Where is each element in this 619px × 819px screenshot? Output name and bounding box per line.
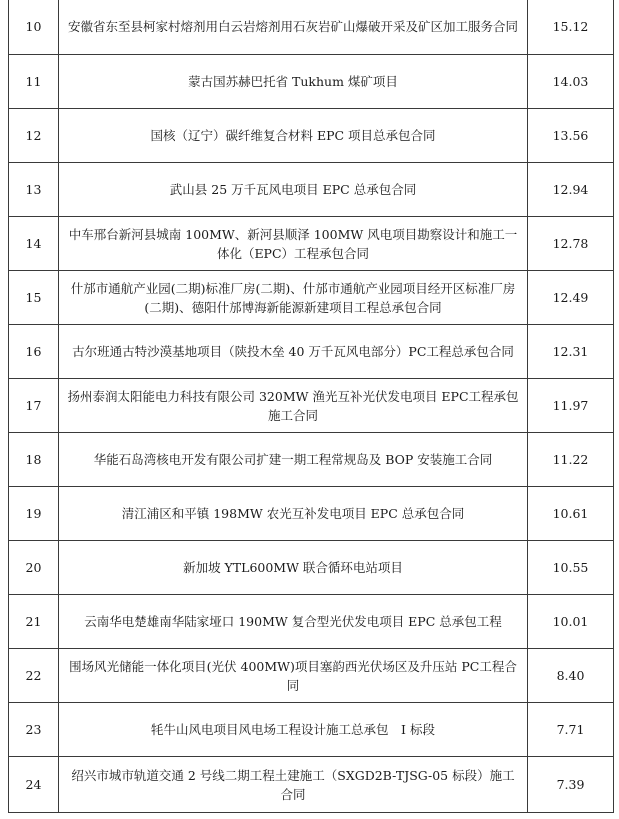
row-number: 16 <box>9 325 59 379</box>
contract-amount: 10.01 <box>528 595 614 649</box>
contract-name: 新加坡 YTL600MW 联合循环电站项目 <box>183 560 403 575</box>
contract-amount: 12.78 <box>528 217 614 271</box>
contract-name: 云南华电楚雄南华陆家垭口 190MW 复合型光伏发电项目 EPC 总承包工程 <box>84 614 502 629</box>
contract-name-cell <box>59 217 528 271</box>
contract-name: 中车邢台新河县城南 100MW、新河县顺泽 100MW 风电项目勘察设计和施工一体化（EPC）工程承包合同 <box>68 226 518 261</box>
contract-name: 什邡市通航产业园(二期)标准厂房(二期)、什邡市通航产业园项目经开区标准厂房(二期)、德阳什邡博海新能源新建项目工程总承包合同 <box>70 280 516 315</box>
contract-name-cell <box>59 109 528 163</box>
contract-name-cell <box>59 325 528 379</box>
contract-name: 安徽省东至县柯家村熔剂用白云岩熔剂用石灰岩矿山爆破开采及矿区加工服务合同 <box>67 19 518 34</box>
row-number: 11 <box>9 55 59 109</box>
contract-name-cell <box>59 433 528 487</box>
table-row <box>9 55 614 109</box>
contract-name-cell <box>59 487 528 541</box>
table-row <box>9 757 614 813</box>
row-number: 14 <box>9 217 59 271</box>
contract-table-body <box>9 0 614 813</box>
contract-amount: 11.22 <box>528 433 614 487</box>
contract-amount: 13.56 <box>528 109 614 163</box>
row-number: 13 <box>9 163 59 217</box>
contract-amount: 14.03 <box>528 55 614 109</box>
table-row <box>9 595 614 649</box>
contract-name-cell <box>59 703 528 757</box>
contract-name: 古尔班通古特沙漠基地项目（陕投木垒 40 万千瓦风电部分）PC工程总承包合同 <box>72 344 514 359</box>
row-number: 22 <box>9 649 59 703</box>
table-row <box>9 325 614 379</box>
row-number: 17 <box>9 379 59 433</box>
row-number: 10 <box>9 0 59 55</box>
contract-name-cell <box>59 541 528 595</box>
contract-name: 绍兴市城市轨道交通 2 号线二期工程土建施工（SXGD2B-TJSG-05 标段）施工合同 <box>71 767 515 802</box>
table-row <box>9 433 614 487</box>
row-number: 23 <box>9 703 59 757</box>
contract-amount: 10.61 <box>528 487 614 541</box>
contract-name-cell <box>59 0 528 55</box>
contract-name-cell <box>59 757 528 813</box>
row-number: 20 <box>9 541 59 595</box>
contract-amount: 12.94 <box>528 163 614 217</box>
contract-amount: 10.55 <box>528 541 614 595</box>
table-row <box>9 379 614 433</box>
contract-name-cell <box>59 163 528 217</box>
contract-name-cell <box>59 649 528 703</box>
table-row <box>9 0 614 55</box>
contract-name: 清江浦区和平镇 198MW 农光互补发电项目 EPC 总承包合同 <box>121 506 465 521</box>
contract-amount: 7.71 <box>528 703 614 757</box>
contract-name-cell <box>59 379 528 433</box>
contract-amount: 15.12 <box>528 0 614 55</box>
table-row <box>9 703 614 757</box>
row-number: 19 <box>9 487 59 541</box>
row-number: 24 <box>9 757 59 813</box>
row-number: 21 <box>9 595 59 649</box>
table-row <box>9 487 614 541</box>
contract-amount: 7.39 <box>528 757 614 813</box>
contract-name-cell <box>59 55 528 109</box>
contract-table <box>8 0 614 813</box>
table-row <box>9 217 614 271</box>
table-row <box>9 541 614 595</box>
contract-name: 武山县 25 万千瓦风电项目 EPC 总承包合同 <box>169 182 417 197</box>
contract-name: 牦牛山风电项目风电场工程设计施工总承包 I 标段 <box>151 722 435 737</box>
contract-name: 围场风光储能一体化项目(光伏 400MW)项目塞韵西光伏场区及升压站 PC工程合同 <box>69 658 517 693</box>
table-row <box>9 649 614 703</box>
row-number: 18 <box>9 433 59 487</box>
table-row <box>9 109 614 163</box>
table-row <box>9 163 614 217</box>
contract-amount: 12.31 <box>528 325 614 379</box>
contract-name-cell <box>59 595 528 649</box>
contract-name: 华能石岛湾核电开发有限公司扩建一期工程常规岛及 BOP 安装施工合同 <box>93 452 493 467</box>
contract-amount: 11.97 <box>528 379 614 433</box>
contract-name: 扬州泰润太阳能电力科技有限公司 320MW 渔光互补光伏发电项目 EPC工程承包施工合同 <box>67 388 519 423</box>
row-number: 12 <box>9 109 59 163</box>
contract-amount: 12.49 <box>528 271 614 325</box>
table-row <box>9 271 614 325</box>
contract-name: 蒙古国苏赫巴托省 Tukhum 煤矿项目 <box>188 74 398 89</box>
contract-amount: 8.40 <box>528 649 614 703</box>
row-number: 15 <box>9 271 59 325</box>
contract-name: 国核（辽宁）碳纤维复合材料 EPC 项目总承包合同 <box>150 128 436 143</box>
contract-name-cell <box>59 271 528 325</box>
